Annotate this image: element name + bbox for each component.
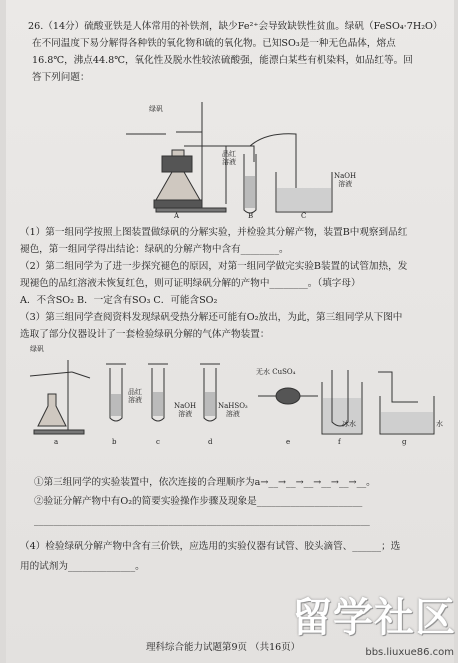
fig2-label-c: c bbox=[156, 438, 160, 446]
fig2-label-b: b bbox=[112, 438, 117, 446]
page-footer: 理科综合能力试题第9页 （共16页） bbox=[146, 642, 301, 653]
fig2-label-g: g bbox=[402, 438, 407, 446]
watermark-url: bbs.liuxue86.com bbox=[365, 647, 454, 658]
fig2-label-naoh: NaOH 溶液 bbox=[174, 402, 197, 418]
figure2-apparatus bbox=[6, 342, 454, 452]
part3-line-2: 选取了部分仪器设计了一套检验绿矾分解的气体产物装置： bbox=[20, 329, 270, 340]
watermark-brand: 留学社区 bbox=[292, 595, 456, 641]
fig2-label-cuso4: 无水 CuSO₄ bbox=[256, 368, 296, 376]
fig1-label-naoh: NaOH 溶液 bbox=[334, 172, 357, 188]
part2-line-1: （2）第二组同学为了进一步探究褪色的原因，对第一组同学做完实验B装置的试管加热，发 bbox=[20, 261, 408, 272]
fig1-label-C: C bbox=[301, 212, 307, 220]
fig1-label-A: A bbox=[174, 212, 180, 220]
fig2-label-pinhong: 品红 溶液 bbox=[128, 388, 142, 404]
part4-line-1: （4）检验绿矾分解产物中含有三价铁，应选用的实验仪器有试管、胶头滴管、______；选 bbox=[20, 541, 401, 552]
part2-line-2: 现褪色的品红溶液未恢复红色，则可证明绿矾分解的产物中________。（填字母） bbox=[20, 278, 361, 289]
part2-options: A．不含SO₂ B．一定含有SO₃ C．可能含SO₂ bbox=[20, 295, 218, 306]
exam-page bbox=[6, 0, 454, 663]
fig1-label-B: B bbox=[248, 212, 254, 220]
fig2-label-lvfan: 绿矾 bbox=[30, 345, 44, 353]
part1-line-2: 褪色，第一组同学得出结论：绿矾的分解产物中含有________。 bbox=[20, 244, 289, 255]
fig1-label-pinhong: 品红 溶液 bbox=[222, 150, 236, 166]
question-line-4: 答下列问题： bbox=[32, 72, 90, 83]
question-line-1: 26.（14分）硫酸亚铁是人体常用的补铁剂，缺少Fe²⁺会导致缺铁性贫血。绿矾（FeSO₄·7H₂O） bbox=[28, 21, 443, 32]
part3-sub-1: ①第三组同学的实验装置中，依次连接的合理顺序为a→__→__→__→__→__→__。 bbox=[34, 477, 376, 488]
fig2-label-a: a bbox=[54, 438, 59, 446]
question-line-2: 在不同温度下易分解得各种铁的氧化物和硫的氧化物。已知SO₃是一种无色晶体，熔点 bbox=[32, 38, 396, 49]
fig2-label-f: f bbox=[338, 438, 341, 446]
question-line-3: 16.8℃，沸点44.8℃，氧化性及脱水性较浓硫酸强，能漂白某些有机染料，如品红等。回 bbox=[32, 55, 413, 66]
part3-sub-2-cont: ______________________________________________________________________ bbox=[34, 515, 370, 526]
fig2-label-water: 水 bbox=[436, 420, 443, 428]
fig2-label-nahso3: NaHSO₃ 溶液 bbox=[218, 402, 248, 418]
fig2-label-ice: 冰水 bbox=[342, 420, 356, 428]
part3-line-1: （3）第三组同学查阅资料发现绿矾受热分解还可能有O₂放出，为此，第三组同学从下图中 bbox=[20, 312, 403, 323]
part3-sub-2: ②验证分解产物中有O₂的简要实验操作步骤及现象是______________________ bbox=[34, 496, 363, 507]
fig2-label-e: e bbox=[286, 438, 291, 446]
fig1-label-lvfan: 绿矾 bbox=[149, 105, 163, 113]
part1-line-1: （1）第一组同学按照上图装置做绿矾的分解实验，并检验其分解产物，装置B中观察到品红 bbox=[20, 227, 408, 238]
fig2-label-d: d bbox=[208, 438, 213, 446]
part4-line-2: 用的试剂为______________。 bbox=[20, 561, 145, 572]
